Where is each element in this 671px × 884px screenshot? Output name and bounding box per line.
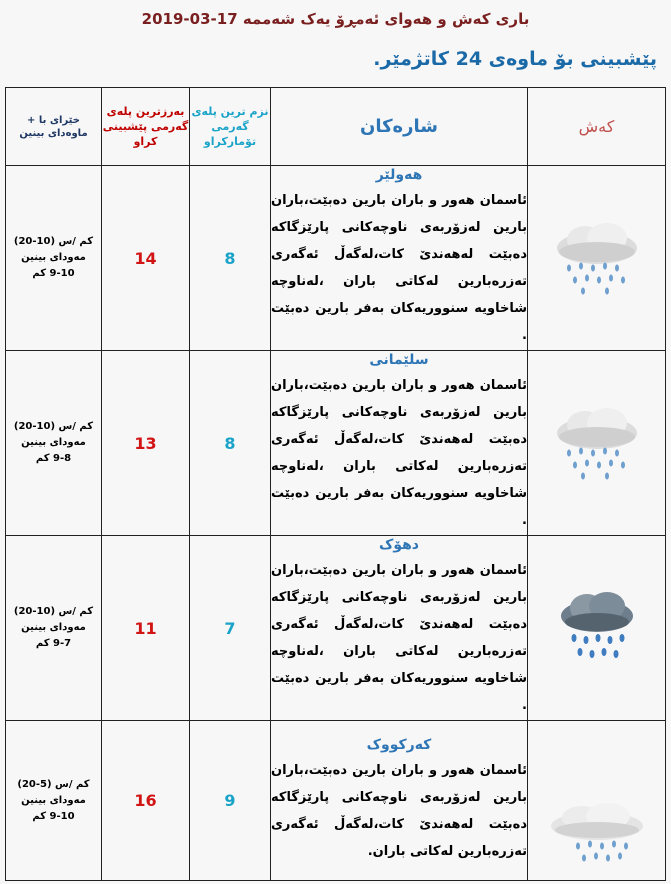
weather-column-header: کەش [528, 88, 666, 166]
visibility-range: 9-10 کم [32, 268, 75, 279]
forecast-description: ئاسمان هەور و باران بارین دەبێت،باران بارین لەزۆربەی ناوچەکانی پارێزگاکە دەبێت لەهەندێ کات،لەگەڵ ئەگەری تەزرەبارین لەکاتی باران ،لەناوچە شاخاویە سنووریەکان بەفر بارین دەبێت . [271, 563, 527, 713]
wind-visibility-cell [6, 166, 102, 351]
city-column-header: شارەکان [271, 88, 528, 166]
rain-cloud-icon [547, 403, 647, 483]
forecast-subtitle: پێشبینی بۆ ماوەی 24 کاتژمێر. [373, 48, 657, 70]
table-row [6, 166, 666, 351]
table-header-row [6, 88, 666, 166]
wind-speed: (20-10) کم /س [13, 421, 94, 432]
city-name: دهۆک [378, 537, 419, 553]
max-temp-value: 11 [102, 536, 190, 721]
min-temp-value: 8 [190, 351, 271, 536]
dark-rain-cloud-icon [552, 588, 642, 668]
min-temp-value: 8 [190, 166, 271, 351]
min-temp-column-header: نزم ترین پلەی گەرمی تۆمارکراو [190, 88, 271, 166]
city-name: سلێمانی [369, 352, 429, 368]
city-description-cell [271, 166, 528, 351]
wind-visibility-cell [6, 721, 102, 881]
rain-cloud-icon [547, 218, 647, 298]
light-rain-cloud-icon [542, 800, 652, 870]
wind-visibility-column-header: خێرای با + ماوەدای بینین [6, 88, 102, 166]
forecast-description: ئاسمان هەور و باران بارین دەبێت،باران بارین لەزۆربەی ناوچەکانی پارێزگاکە دەبێت لەهەندێ کات،لەگەڵ ئەگەری تەزرەبارین لەکاتی باران. [271, 762, 527, 859]
min-temp-value: 7 [190, 536, 271, 721]
wind-visibility-cell [6, 536, 102, 721]
page-title: باری کەش و هەوای ئەمڕۆ یەک شەممە 17-03-2019 [141, 10, 530, 28]
city-description-cell [271, 536, 528, 721]
table-row [6, 536, 666, 721]
city-name: هەولێر [375, 167, 423, 183]
wind-visibility-cell [6, 351, 102, 536]
city-description-cell [271, 351, 528, 536]
forecast-table [5, 87, 666, 881]
visibility-range: 9-10 کم [32, 810, 75, 822]
visibility-range: 9-8 کم [35, 453, 72, 464]
visibility-label: مەودای بینین [21, 794, 86, 806]
max-temp-value: 13 [102, 351, 190, 536]
wind-speed: (20-5) کم /س [17, 778, 90, 790]
visibility-label: مەودای بینین [21, 622, 86, 633]
max-temp-value: 16 [102, 721, 190, 881]
forecast-description: ئاسمان هەور و باران بارین دەبێت،باران بارین لەزۆربەی ناوچەکانی پارێزگاکە دەبێت لەهەندێ کات،لەگەڵ ئەگەری تەزرەبارین لەکاتی باران ،لەناوچە شاخاویە سنووریەکان بەفر بارین دەبێت . [271, 193, 527, 343]
weather-icon-cell [528, 536, 666, 721]
wind-speed: (20-10) کم /س [13, 236, 94, 247]
weather-icon-cell [528, 721, 666, 881]
city-description-cell [271, 721, 528, 881]
visibility-range: 9-7 کم [35, 638, 72, 649]
min-temp-value: 9 [190, 721, 271, 881]
visibility-label: مەودای بینین [21, 437, 86, 448]
city-name: کەرکووک [366, 736, 432, 753]
weather-icon-cell [528, 166, 666, 351]
table-row [6, 721, 666, 881]
visibility-label: مەودای بینین [21, 252, 86, 263]
weather-icon-cell [528, 351, 666, 536]
forecast-description: ئاسمان هەور و باران بارین دەبێت،باران بارین لەزۆربەی ناوچەکانی پارێزگاکە دەبێت لەهەندێ کات،لەگەڵ ئەگەری تەزرەبارین لەکاتی باران ،لەناوچە شاخاویە سنووریەکان بەفر بارین دەبێت . [271, 378, 527, 528]
table-row [6, 351, 666, 536]
max-temp-column-header: بەرزترین پلەی گەرمی پێشبینی کراو [102, 88, 190, 166]
max-temp-value: 14 [102, 166, 190, 351]
wind-speed: (20-10) کم /س [13, 606, 94, 617]
